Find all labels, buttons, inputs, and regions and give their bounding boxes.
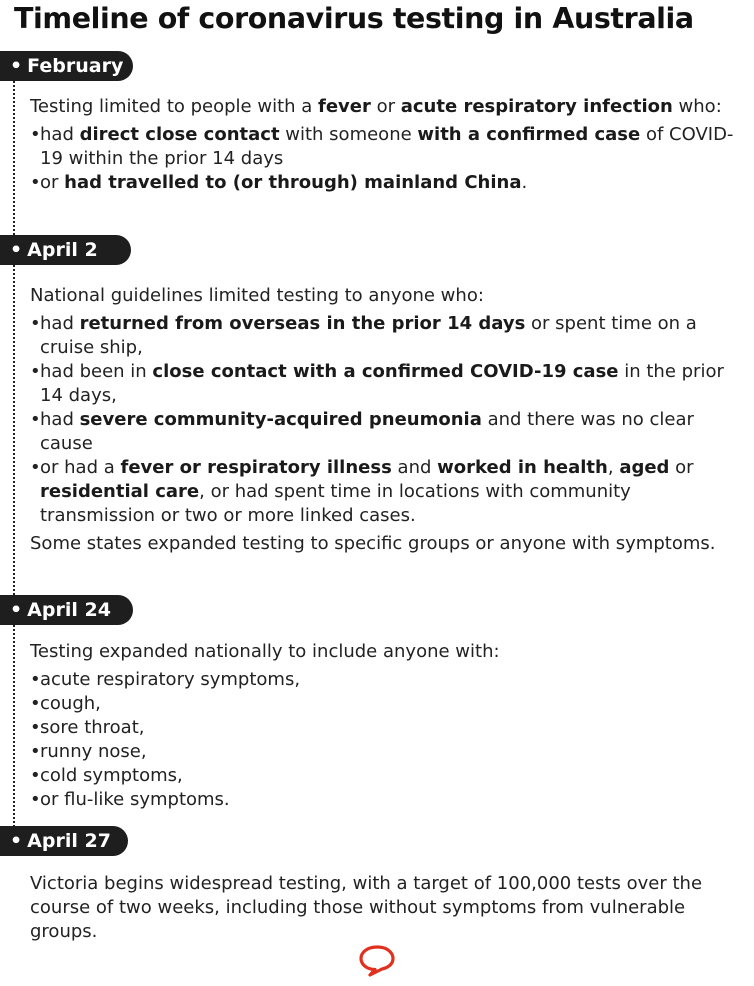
text-run: runny nose,	[40, 741, 147, 762]
bullet-list	[30, 312, 742, 528]
text-run: Testing limited to people with a	[30, 96, 319, 117]
text-run: who:	[672, 96, 722, 117]
list-item	[30, 360, 742, 408]
text-run: Some states expanded testing to specific groups or anyone with symptoms.	[30, 533, 716, 554]
list-item	[30, 123, 742, 171]
text-run: cold symptoms,	[40, 765, 183, 786]
text-run: or flu-like symptoms.	[40, 789, 230, 810]
text-run: or spent time on a cruise ship,	[40, 313, 697, 358]
list-item	[30, 668, 742, 692]
text-run: ,	[607, 457, 620, 478]
speech-bubble-outline	[361, 947, 393, 975]
speech-bubble-icon	[358, 944, 396, 978]
list-item	[30, 171, 742, 195]
text-run: with someone	[279, 124, 418, 145]
date-label-april-24	[0, 595, 133, 625]
section-april-2	[30, 284, 742, 560]
text-run: or	[40, 172, 65, 193]
list-item	[30, 764, 742, 788]
text-run: or	[669, 457, 694, 478]
section-intro	[30, 872, 742, 944]
bullet-dot: •	[10, 830, 23, 852]
date-label-april-2	[0, 235, 131, 265]
page-title: Timeline of coronavirus testing in Australia	[14, 2, 694, 35]
bullet-list	[30, 668, 742, 812]
list-item	[30, 788, 742, 812]
text-run: cough,	[40, 693, 101, 714]
bold-text: residential care	[40, 481, 200, 502]
text-run: Victoria begins widespread testing, with a target of 100,000 tests over the course of two weeks, including those without symptoms from vulnerable groups.	[30, 873, 703, 942]
bold-text: aged	[619, 457, 670, 478]
text-run: had	[40, 409, 80, 430]
bold-text: had travelled to (or through) mainland China	[64, 172, 522, 193]
bold-text: direct close contact	[79, 124, 280, 145]
text-run: and there was no clear cause	[40, 409, 694, 454]
section-note	[30, 532, 742, 556]
text-run: or	[370, 96, 401, 117]
bullet-dot: •	[10, 55, 23, 77]
section-february	[30, 95, 742, 199]
section-intro	[30, 640, 742, 664]
list-item	[30, 456, 742, 528]
date-label-april-27	[0, 826, 128, 856]
list-item	[30, 692, 742, 716]
section-april-27	[30, 872, 742, 948]
text-run: , or had spent time in locations with community transmission or two or more linked cases.	[40, 481, 631, 526]
list-item	[30, 312, 742, 360]
bold-text: severe community-acquired pneumonia	[79, 409, 482, 430]
date-label-february	[0, 51, 133, 81]
date-label-text: April 2	[27, 239, 98, 261]
text-run: had	[40, 313, 80, 334]
text-run: had	[40, 124, 80, 145]
list-item	[30, 716, 742, 740]
date-label-text: February	[27, 55, 124, 77]
text-run: of COVID-19 within the prior 14 days	[40, 124, 734, 169]
bold-text: fever or respiratory illness	[120, 457, 392, 478]
section-april-24	[30, 640, 742, 816]
text-run: National guidelines limited testing to anyone who:	[30, 285, 484, 306]
text-run: sore throat,	[40, 717, 145, 738]
date-label-text: April 24	[27, 599, 111, 621]
bold-text: with a confirmed case	[417, 124, 641, 145]
text-run: in the prior 14 days,	[40, 361, 724, 406]
text-run: and	[391, 457, 438, 478]
section-intro	[30, 284, 742, 308]
timeline-line	[13, 78, 15, 830]
text-run: acute respiratory symptoms,	[40, 669, 301, 690]
bold-text: close contact with a confirmed COVID-19 case	[152, 361, 619, 382]
bullet-list	[30, 123, 742, 195]
list-item	[30, 740, 742, 764]
bold-text: returned from overseas in the prior 14 days	[79, 313, 526, 334]
bold-text: fever	[318, 96, 371, 117]
bullet-dot: •	[10, 599, 23, 621]
bold-text: worked in health	[437, 457, 608, 478]
date-label-text: April 27	[27, 830, 111, 852]
text-run: .	[521, 172, 528, 193]
text-run: or had a	[40, 457, 121, 478]
text-run: Testing expanded nationally to include anyone with:	[30, 641, 500, 662]
text-run: had been in	[40, 361, 153, 382]
section-intro	[30, 95, 742, 119]
list-item	[30, 408, 742, 456]
bullet-dot: •	[10, 239, 23, 261]
bold-text: acute respiratory infection	[400, 96, 673, 117]
